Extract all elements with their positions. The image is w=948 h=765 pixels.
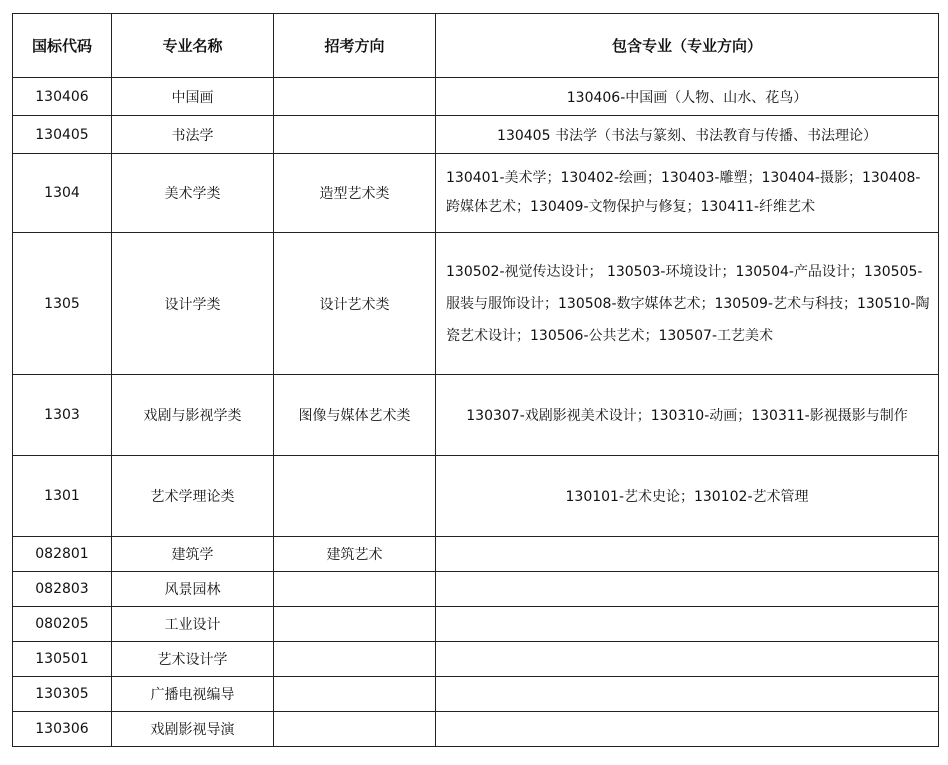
table-body — [13, 78, 939, 747]
majors-table — [12, 13, 939, 747]
name-cell: 工业设计 — [112, 607, 274, 642]
table-row — [13, 537, 939, 572]
included-cell — [436, 677, 939, 712]
included-cell — [436, 537, 939, 572]
table-row — [13, 154, 939, 233]
included-cell — [436, 572, 939, 607]
name-cell: 中国画 — [112, 78, 274, 116]
code-cell: 080205 — [13, 607, 112, 642]
code-cell: 130501 — [13, 642, 112, 677]
code-cell: 130305 — [13, 677, 112, 712]
table-row — [13, 456, 939, 537]
direction-cell — [274, 78, 436, 116]
code-cell: 130306 — [13, 712, 112, 747]
table-row — [13, 233, 939, 375]
name-cell: 广播电视编导 — [112, 677, 274, 712]
name-cell: 戏剧与影视学类 — [112, 375, 274, 456]
name-cell: 设计学类 — [112, 233, 274, 375]
code-cell: 1303 — [13, 375, 112, 456]
table-row — [13, 712, 939, 747]
header-included: 包含专业（专业方向） — [436, 14, 939, 78]
direction-cell: 建筑艺术 — [274, 537, 436, 572]
name-cell: 戏剧影视导演 — [112, 712, 274, 747]
name-cell: 风景园林 — [112, 572, 274, 607]
included-cell: 130405 书法学（书法与篆刻、书法教育与传播、书法理论） — [436, 116, 939, 154]
included-cell: 130101-艺术史论；130102-艺术管理 — [436, 456, 939, 537]
header-row — [13, 14, 939, 78]
direction-cell — [274, 607, 436, 642]
name-cell: 美术学类 — [112, 154, 274, 233]
code-cell: 1305 — [13, 233, 112, 375]
included-cell: 130307-戏剧影视美术设计；130310-动画；130311-影视摄影与制作 — [436, 375, 939, 456]
name-cell: 建筑学 — [112, 537, 274, 572]
included-cell — [436, 642, 939, 677]
included-cell — [436, 607, 939, 642]
header-direction: 招考方向 — [274, 14, 436, 78]
table-row — [13, 677, 939, 712]
included-cell: 130401-美术学；130402-绘画；130403-雕塑；130404-摄影；130408-跨媒体艺术；130409-文物保护与修复；130411-纤维艺术 — [436, 154, 939, 233]
code-cell: 1301 — [13, 456, 112, 537]
table-row — [13, 78, 939, 116]
direction-cell: 设计艺术类 — [274, 233, 436, 375]
name-cell: 艺术学理论类 — [112, 456, 274, 537]
code-cell: 130405 — [13, 116, 112, 154]
included-cell: 130406-中国画（人物、山水、花鸟） — [436, 78, 939, 116]
direction-cell: 造型艺术类 — [274, 154, 436, 233]
code-cell: 1304 — [13, 154, 112, 233]
table-row — [13, 375, 939, 456]
table-row — [13, 642, 939, 677]
included-cell — [436, 712, 939, 747]
header-code: 国标代码 — [13, 14, 112, 78]
direction-cell: 图像与媒体艺术类 — [274, 375, 436, 456]
direction-cell — [274, 712, 436, 747]
table-row — [13, 116, 939, 154]
direction-cell — [274, 572, 436, 607]
table-row — [13, 607, 939, 642]
header-name: 专业名称 — [112, 14, 274, 78]
code-cell: 082803 — [13, 572, 112, 607]
direction-cell — [274, 116, 436, 154]
included-cell: 130502-视觉传达设计； 130503-环境设计；130504-产品设计；130505-服装与服饰设计；130508-数字媒体艺术；130509-艺术与科技；130510-陶瓷艺术设计；130506-公共艺术；130507-工艺美术 — [436, 233, 939, 375]
direction-cell — [274, 642, 436, 677]
table-header — [13, 14, 939, 78]
name-cell: 艺术设计学 — [112, 642, 274, 677]
direction-cell — [274, 677, 436, 712]
name-cell: 书法学 — [112, 116, 274, 154]
direction-cell — [274, 456, 436, 537]
code-cell: 082801 — [13, 537, 112, 572]
table-row — [13, 572, 939, 607]
code-cell: 130406 — [13, 78, 112, 116]
